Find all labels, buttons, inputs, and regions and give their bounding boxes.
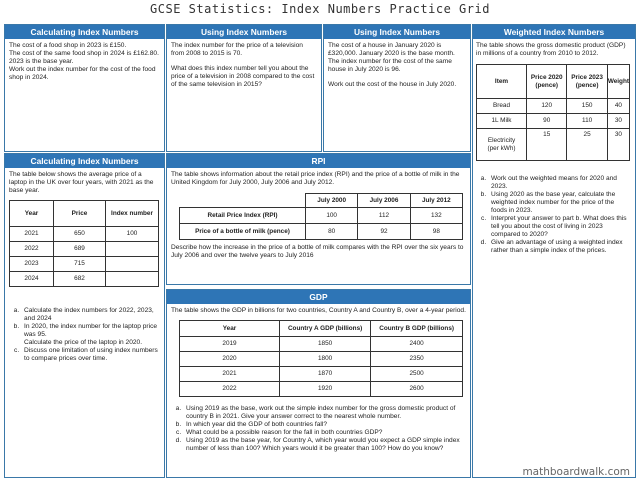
- table-cell: 715: [54, 257, 106, 272]
- panel-text: Describe how the increase in the price of a bottle of milk compares with the RPI over the six years to July 2006 and over the twelve years to July 2016: [171, 244, 464, 260]
- table-header: July 2006: [358, 194, 410, 208]
- question-item: b. In which year did the GDP of both countries fall?: [183, 421, 466, 429]
- question-item: c. Discuss one limitation of using index numbers to compare prices over time.: [21, 347, 160, 363]
- table-cell: 1870: [280, 367, 371, 382]
- panel-using-index-numbers-1: [166, 24, 322, 152]
- question-item: a. Calculate the index numbers for 2022, 2023, and 2024: [21, 307, 160, 323]
- panel-text: The cost of a house in January 2020 is £320,000. January 2020 is the base month.: [328, 42, 455, 58]
- gdp-table: [179, 320, 463, 397]
- laptop-price-table: [9, 200, 159, 287]
- table-cell: 30: [607, 129, 629, 161]
- table-header: Year: [180, 321, 280, 337]
- table-cell: 682: [54, 272, 106, 287]
- prices-weights-table: [476, 64, 630, 161]
- table-cell: 92: [358, 224, 410, 240]
- table-cell: 2023: [10, 257, 54, 272]
- table-cell: 110: [567, 114, 607, 129]
- panel-text: The table shows the GDP in billions for two countries, Country A and Country B, over a 4-year period.: [171, 307, 466, 314]
- table-cell: 2019: [180, 337, 280, 352]
- panel-text: The index number for the cost of the same house in July 2020 is 96.: [328, 58, 452, 74]
- panel-header: RPI: [167, 154, 470, 168]
- table-header: Item: [477, 65, 527, 99]
- table-cell: 2350: [371, 352, 463, 367]
- panel-gdp: [166, 289, 471, 478]
- rpi-table: [179, 193, 463, 240]
- table-header: Price 2023 (pence): [567, 65, 607, 99]
- panel-header: Calculating Index Numbers: [5, 154, 164, 168]
- panel-text: The table shows information about the retail price index (RPI) and the price of a bottle of milk in the United Kingdom for July 2000, July 2006 and July 2012.: [171, 171, 460, 187]
- table-cell: 90: [527, 114, 567, 129]
- table-cell: 98: [410, 224, 462, 240]
- table-header: Year: [10, 201, 54, 227]
- page-title: GCSE Statistics: Index Numbers Practice Grid: [150, 2, 490, 16]
- panel-text: The table below shows the average price of a laptop in the UK over four years, with 2021 as the base year.: [9, 171, 154, 195]
- panel-header: Calculating Index Numbers: [5, 25, 164, 39]
- table-header: Country B GDP (billions): [371, 321, 463, 337]
- table-cell: 40: [607, 99, 629, 114]
- table-cell: Bread: [477, 99, 527, 114]
- question-item: a. Using 2019 as the base, work out the simple index number for the gross domestic product of country B in 2021. Give your answer correct to the nearest whole number.: [183, 405, 466, 421]
- table-cell: 2400: [371, 337, 463, 352]
- table-cell: 1800: [280, 352, 371, 367]
- table-cell: 150: [567, 99, 607, 114]
- table-cell: 2020: [180, 352, 280, 367]
- table-cell: 2021: [180, 367, 280, 382]
- table-cell: [106, 257, 159, 272]
- watermark: mathboardwalk.com: [522, 466, 630, 478]
- table-cell: 30: [607, 114, 629, 129]
- panel-header: Weighted Index Numbers: [473, 25, 635, 39]
- question-item: c. What could be a possible reason for the fall in both countries GDP?: [183, 429, 466, 437]
- table-header: Price: [54, 201, 106, 227]
- panel-calculating-index-numbers-1: [4, 24, 165, 152]
- table-cell: 650: [54, 227, 106, 242]
- panel-text: What does this index number tell you about the price of a television in 2008 compared to the cost of the same television in 2015?: [171, 65, 315, 89]
- table-cell: 112: [358, 208, 410, 224]
- table-header: July 2012: [410, 194, 462, 208]
- table-cell: 15: [527, 129, 567, 161]
- panel-rpi: [166, 153, 471, 285]
- panel-header: Using Index Numbers: [167, 25, 321, 39]
- table-cell: 1920: [280, 382, 371, 397]
- question-item: b. Using 2020 as the base year, calculate the weighted index number for the price of the foods in 2023.: [488, 191, 632, 215]
- table-cell: 1850: [280, 337, 371, 352]
- panel-calculating-index-numbers-2: [4, 153, 165, 478]
- table-header: Index number: [106, 201, 159, 227]
- question-item: c. Interpret your answer to part b. What does this tell you about the cost of living in 2023 compared to 2020?: [488, 215, 632, 239]
- question-item: d. Using 2019 as the base year, for Country A, which year would you expect a GDP simple index number of less than 100? Which years would it be greater than 100? How do you know?: [183, 437, 466, 453]
- panel-text: The cost of the same food shop in 2024 is £162.80.: [9, 50, 159, 58]
- table-cell: 689: [54, 242, 106, 257]
- table-cell: 132: [410, 208, 462, 224]
- table-cell: Electricity (per kWh): [477, 129, 527, 161]
- table-cell: 2500: [371, 367, 463, 382]
- table-cell: [106, 272, 159, 287]
- table-header: Country A GDP (billions): [280, 321, 371, 337]
- table-row-label: Price of a bottle of milk (pence): [180, 224, 306, 240]
- question-item: a. Work out the weighted means for 2020 and 2023.: [488, 175, 632, 191]
- table-header: July 2000: [306, 194, 358, 208]
- table-cell: 2022: [180, 382, 280, 397]
- table-cell: 100: [106, 227, 159, 242]
- table-cell: 2600: [371, 382, 463, 397]
- panel-using-index-numbers-2: [323, 24, 471, 152]
- panel-header: Using Index Numbers: [324, 25, 470, 39]
- panel-header: GDP: [167, 290, 470, 304]
- table-header: Weight: [607, 65, 629, 99]
- table-cell: 1L Milk: [477, 114, 527, 129]
- question-item: b. In 2020, the index number for the laptop price was 95. Calculate the price of the laptop in 2020.: [21, 323, 160, 347]
- panel-text: The table shows the gross domestic product (GDP) in millions of a country from 2010 to 2012.: [476, 42, 626, 58]
- table-cell: 2021: [10, 227, 54, 242]
- panel-text: The index number for the price of a television from 2008 to 2015 is 70.: [171, 42, 303, 58]
- table-cell: 80: [306, 224, 358, 240]
- table-cell: [106, 242, 159, 257]
- table-cell: 2024: [10, 272, 54, 287]
- panel-weighted-index-numbers: [472, 24, 636, 478]
- table-header: Price 2020 (pence): [527, 65, 567, 99]
- panel-text: 2023 is the base year.: [9, 58, 74, 66]
- table-cell: 100: [306, 208, 358, 224]
- panel-text: Work out the cost of the house in July 2020.: [328, 81, 457, 89]
- table-row-label: Retail Price Index (RPI): [180, 208, 306, 224]
- panel-text: The cost of a food shop in 2023 is £150.: [9, 42, 127, 49]
- table-cell: 120: [527, 99, 567, 114]
- table-cell: 25: [567, 129, 607, 161]
- question-item: d. Give an advantage of using a weighted index rather than a simple index of the prices.: [488, 239, 632, 255]
- panel-text: Work out the index number for the cost of the food shop in 2024.: [9, 66, 156, 82]
- table-header: [180, 194, 306, 208]
- table-cell: 2022: [10, 242, 54, 257]
